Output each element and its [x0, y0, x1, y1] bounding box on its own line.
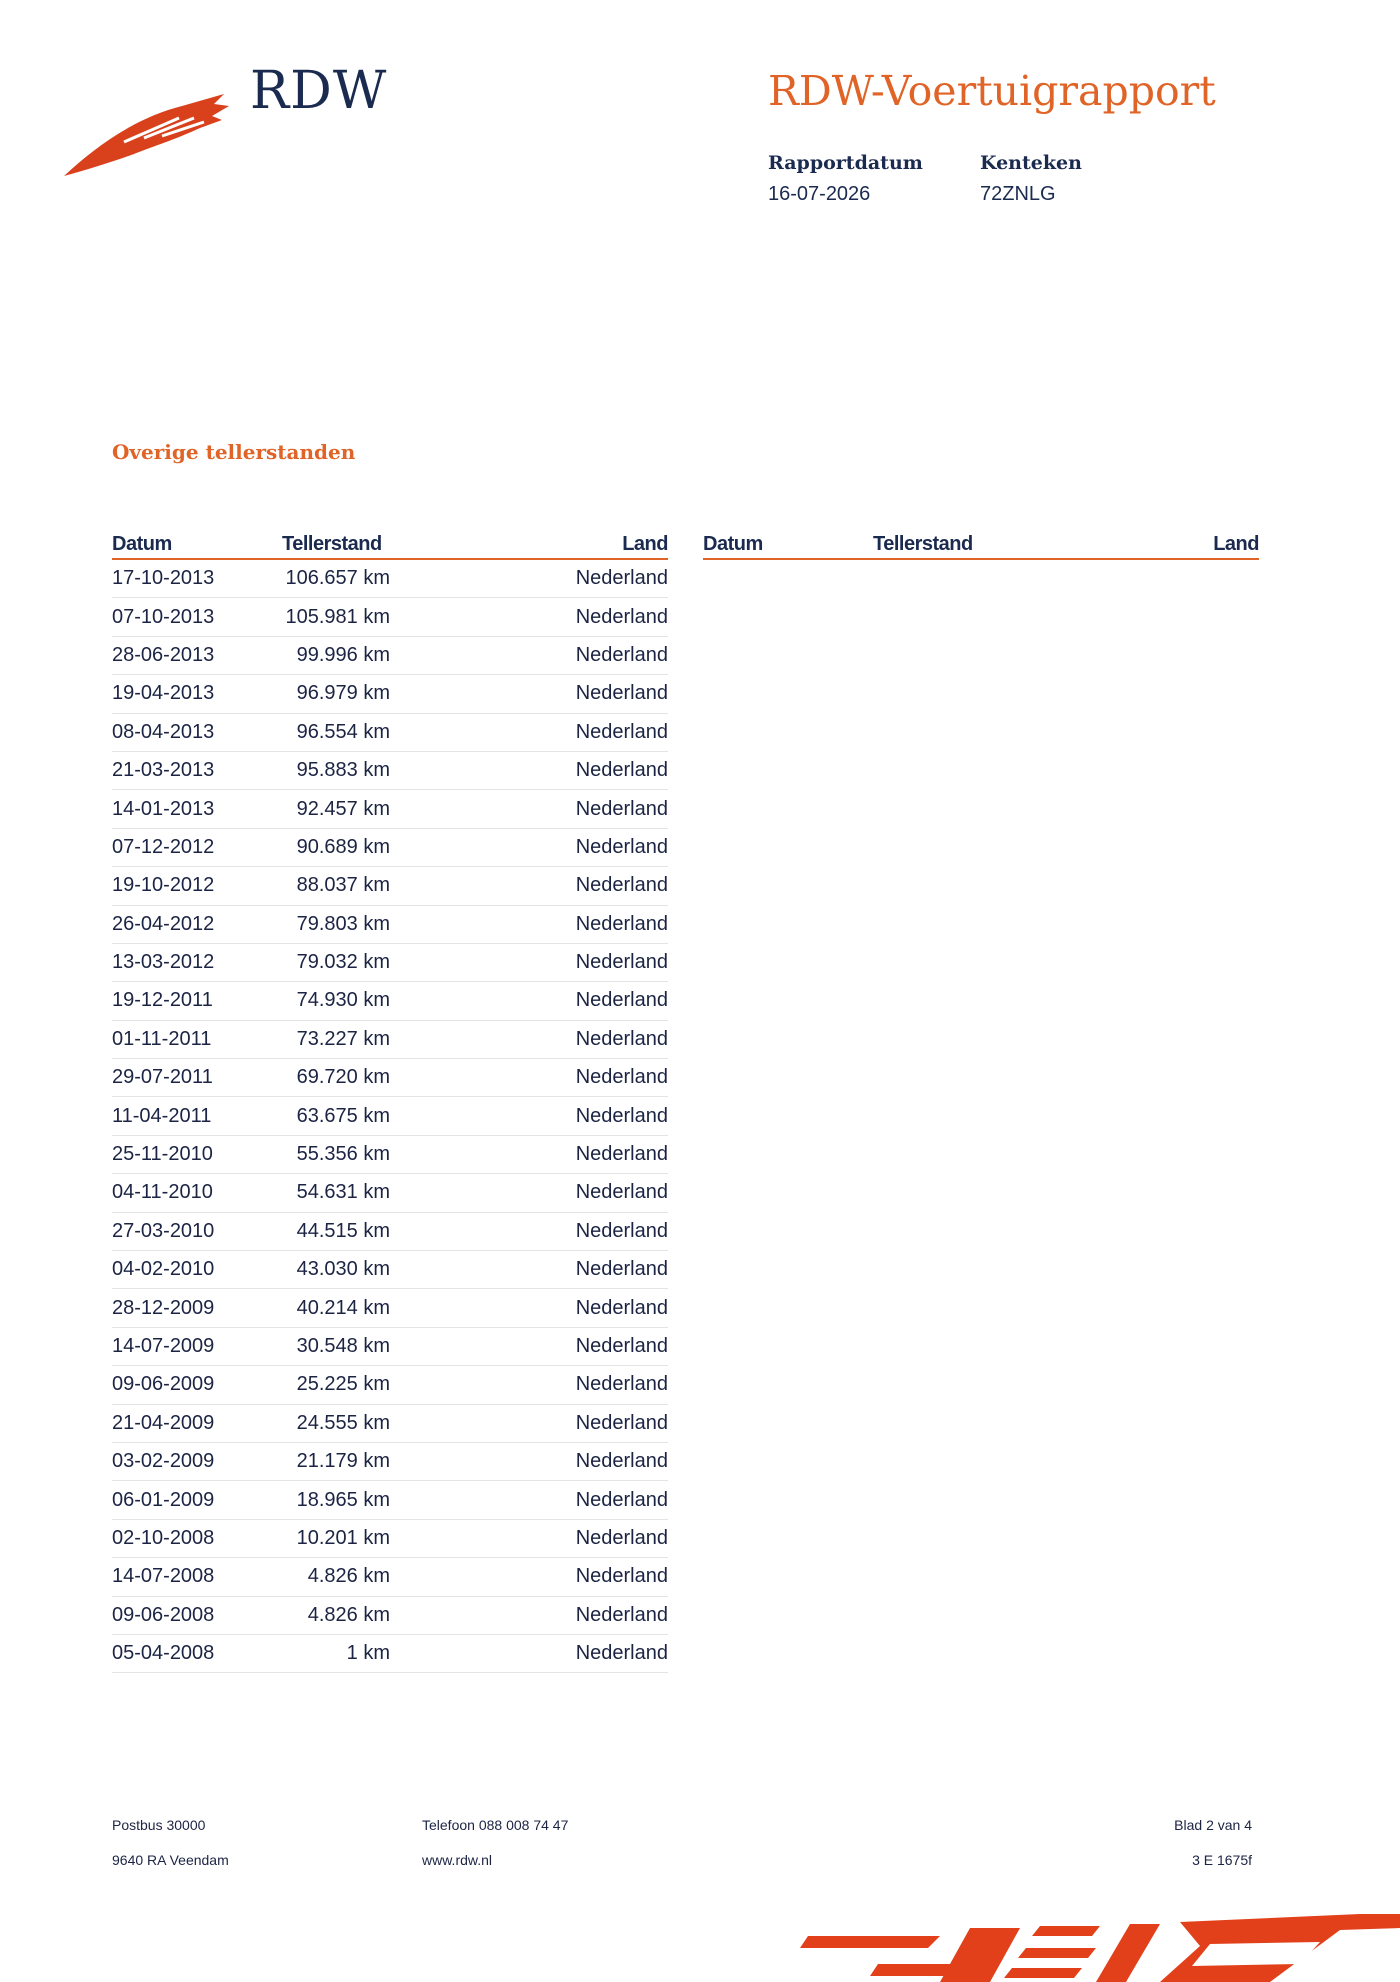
table-row [112, 1405, 668, 1443]
footer-code: 3 E 1675f [1192, 1852, 1252, 1868]
table-row [112, 714, 668, 752]
row-date: 13-03-2012 [112, 951, 215, 974]
row-date: 19-04-2013 [112, 682, 215, 705]
row-country: Nederland [575, 1143, 668, 1166]
row-date: 08-04-2013 [112, 720, 215, 743]
table-row [112, 982, 668, 1020]
row-date: 17-10-2013 [112, 567, 215, 590]
logo-text: RDW [250, 61, 388, 121]
table-row [112, 598, 668, 636]
plate-block [980, 150, 1082, 206]
row-country: Nederland [575, 1104, 668, 1127]
row-country: Nederland [575, 605, 668, 628]
row-date: 02-10-2008 [112, 1526, 215, 1549]
row-odometer: 18.965 km [296, 1488, 390, 1511]
row-odometer: 63.675 km [296, 1104, 390, 1127]
row-country: Nederland [575, 989, 668, 1012]
row-country: Nederland [575, 1373, 668, 1396]
row-country: Nederland [575, 1258, 668, 1281]
table-row [112, 1289, 668, 1327]
row-country: Nederland [575, 912, 668, 935]
row-country: Nederland [575, 1296, 668, 1319]
odometer-table-right [703, 528, 1259, 560]
row-date: 21-04-2009 [112, 1411, 215, 1434]
row-odometer: 95.883 km [296, 759, 390, 782]
row-odometer: 90.689 km [296, 835, 390, 858]
row-date: 14-07-2009 [112, 1335, 215, 1357]
row-odometer: 1 km [346, 1642, 390, 1665]
rdw-stripes-icon [800, 1906, 1400, 1982]
row-country: Nederland [575, 759, 668, 782]
footer-phone: Telefoon 088 008 74 47 [422, 1817, 569, 1833]
row-odometer: 43.030 km [296, 1258, 390, 1281]
row-country: Nederland [575, 1219, 668, 1242]
row-date: 28-06-2013 [112, 643, 215, 666]
row-country: Nederland [575, 874, 668, 897]
row-country: Nederland [575, 1027, 668, 1050]
footer-page-info [1174, 1808, 1252, 1878]
row-date: 25-11-2010 [112, 1143, 213, 1166]
row-date: 19-10-2012 [112, 874, 215, 897]
table-row [112, 790, 668, 828]
row-date: 19-12-2011 [112, 989, 213, 1012]
row-country: Nederland [575, 567, 668, 590]
table-row [112, 560, 668, 598]
table-row [112, 1597, 668, 1635]
report-title: RDW-Voertuigrapport [768, 67, 1216, 115]
table-row [112, 1443, 668, 1481]
table-header [703, 528, 1259, 560]
table-row [112, 1635, 668, 1673]
table-row [112, 1366, 668, 1404]
row-odometer: 54.631 km [296, 1181, 390, 1204]
report-date-value: 16-07-2026 [768, 183, 871, 205]
row-odometer: 79.032 km [296, 951, 390, 974]
row-date: 04-02-2010 [112, 1258, 215, 1281]
row-odometer: 40.214 km [296, 1296, 390, 1319]
row-date: 27-03-2010 [112, 1219, 215, 1242]
row-date: 09-06-2009 [112, 1373, 215, 1396]
row-date: 14-07-2008 [112, 1565, 215, 1588]
row-odometer: 10.201 km [296, 1526, 390, 1549]
section-title: Overige tellerstanden [112, 440, 356, 464]
report-date-label: Rapportdatum [768, 152, 923, 174]
footer-website[interactable]: www.rdw.nl [422, 1852, 493, 1868]
row-odometer: 92.457 km [296, 797, 390, 820]
plate-value: 72ZNLG [980, 183, 1056, 205]
table-row [112, 1328, 668, 1366]
table-row [112, 1174, 668, 1212]
row-odometer: 44.515 km [296, 1219, 390, 1242]
row-odometer: 99.996 km [296, 643, 390, 666]
row-date: 26-04-2012 [112, 912, 215, 935]
footer-contact [422, 1808, 568, 1878]
row-odometer: 30.548 km [296, 1335, 390, 1357]
table-row [112, 906, 668, 944]
footer-address-line2: 9640 RA Veendam [112, 1852, 229, 1868]
table-row [112, 1059, 668, 1097]
row-country: Nederland [575, 1488, 668, 1511]
row-odometer: 4.826 km [307, 1565, 390, 1588]
header-odometer: Tellerstand [282, 533, 382, 555]
row-odometer: 24.555 km [296, 1411, 390, 1434]
row-date: 29-07-2011 [112, 1066, 213, 1089]
row-date: 07-10-2013 [112, 605, 215, 628]
row-date: 01-11-2011 [112, 1027, 212, 1050]
row-date: 11-04-2011 [112, 1104, 212, 1127]
row-odometer: 21.179 km [296, 1450, 390, 1473]
row-odometer: 25.225 km [296, 1373, 390, 1396]
table-row [112, 752, 668, 790]
table-row [112, 1520, 668, 1558]
row-odometer: 88.037 km [296, 874, 390, 897]
row-date: 05-04-2008 [112, 1642, 215, 1665]
row-date: 28-12-2009 [112, 1296, 215, 1319]
row-odometer: 73.227 km [296, 1027, 390, 1050]
row-country: Nederland [575, 835, 668, 858]
table-row [112, 1136, 668, 1174]
footer-address [112, 1808, 229, 1878]
odometer-table-left [112, 528, 668, 1673]
header-date: Datum [703, 533, 763, 555]
row-date: 06-01-2009 [112, 1488, 215, 1511]
row-odometer: 69.720 km [296, 1066, 390, 1089]
row-country: Nederland [575, 720, 668, 743]
table-row [112, 1213, 668, 1251]
table-body [112, 560, 668, 1673]
header-odometer: Tellerstand [873, 533, 973, 555]
row-odometer: 55.356 km [296, 1143, 390, 1166]
row-odometer: 4.826 km [307, 1603, 390, 1626]
row-odometer: 96.554 km [296, 720, 390, 743]
row-country: Nederland [575, 1066, 668, 1089]
row-country: Nederland [575, 1565, 668, 1588]
row-odometer: 79.803 km [296, 912, 390, 935]
header-date: Datum [112, 533, 172, 555]
row-country: Nederland [575, 1642, 668, 1665]
table-row [112, 675, 668, 713]
header-country: Land [1213, 533, 1259, 555]
table-header [112, 528, 668, 560]
row-date: 21-03-2013 [112, 759, 215, 782]
row-date: 04-11-2010 [112, 1181, 213, 1204]
table-row [112, 829, 668, 867]
table-row [112, 1481, 668, 1519]
row-country: Nederland [575, 1450, 668, 1473]
plate-label: Kenteken [980, 152, 1082, 174]
table-row [112, 1558, 668, 1596]
footer-address-line1: Postbus 30000 [112, 1817, 206, 1833]
row-odometer: 74.930 km [296, 989, 390, 1012]
row-country: Nederland [575, 951, 668, 974]
row-country: Nederland [575, 1411, 668, 1434]
rdw-bird-logo-icon [64, 88, 229, 178]
row-country: Nederland [575, 1526, 668, 1549]
table-row [112, 867, 668, 905]
row-odometer: 106.657 km [285, 567, 390, 590]
table-row [112, 1097, 668, 1135]
header-country: Land [622, 533, 668, 555]
table-row [112, 637, 668, 675]
row-country: Nederland [575, 1181, 668, 1204]
row-odometer: 96.979 km [296, 682, 390, 705]
table-row [112, 1021, 668, 1059]
table-row [112, 944, 668, 982]
footer-page: Blad 2 van 4 [1174, 1817, 1252, 1833]
report-date-block [768, 150, 923, 206]
row-date: 09-06-2008 [112, 1603, 215, 1626]
row-odometer: 105.981 km [285, 605, 390, 628]
row-country: Nederland [575, 643, 668, 666]
row-country: Nederland [575, 797, 668, 820]
table-row [112, 1251, 668, 1289]
row-date: 03-02-2009 [112, 1450, 215, 1473]
row-date: 07-12-2012 [112, 835, 215, 858]
row-country: Nederland [575, 1603, 668, 1626]
row-country: Nederland [575, 682, 668, 705]
row-country: Nederland [575, 1335, 668, 1357]
row-date: 14-01-2013 [112, 797, 215, 820]
